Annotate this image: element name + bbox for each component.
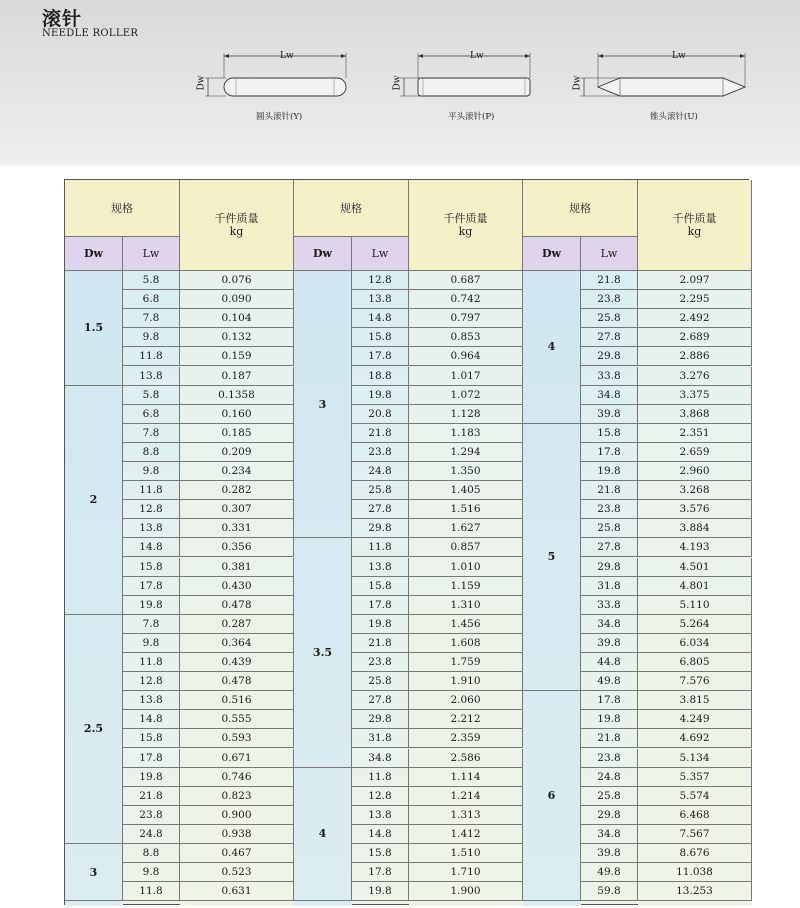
lw-value: 19.8: [123, 596, 180, 615]
lw-value: 31.8: [581, 577, 638, 596]
lw-value: 15.8: [352, 844, 409, 863]
mass-value: 0.746: [180, 768, 294, 787]
dw-header: Dw: [523, 237, 581, 271]
mass-value: 2.586: [409, 749, 523, 768]
dw-value: 1.5: [65, 271, 123, 386]
lw-value: 23.8: [581, 749, 638, 768]
lw-value: 29.8: [581, 558, 638, 577]
mass-value: 1.183: [409, 424, 523, 443]
mass-value: 5.110: [638, 596, 752, 615]
mass-value: 1.294: [409, 443, 523, 462]
mass-value: 1.608: [409, 634, 523, 653]
dw-header: Dw: [294, 237, 352, 271]
mass-value: 0.282: [180, 481, 294, 500]
mass-value: 1.627: [409, 519, 523, 538]
lw-value: 11.8: [352, 768, 409, 787]
dw-value: 3: [294, 271, 352, 538]
mass-value: 0.209: [180, 443, 294, 462]
dw-value: 3: [65, 844, 123, 901]
lw-value: 33.8: [581, 367, 638, 386]
lw-value: 19.8: [123, 768, 180, 787]
lw-value: 17.8: [123, 749, 180, 768]
mass-value: 6.468: [638, 806, 752, 825]
mass-value: 0.938: [180, 825, 294, 844]
lw-value: 21.8: [123, 787, 180, 806]
lw-value: 39.8: [581, 844, 638, 863]
mass-header-unit: kg: [687, 225, 702, 238]
lw-header: Lw: [581, 237, 638, 271]
lw-value: 34.8: [352, 749, 409, 768]
lw-value: 11.8: [123, 347, 180, 366]
lw-value: 34.8: [581, 615, 638, 634]
lw-value: 8.8: [123, 844, 180, 863]
dw-label: Dw: [572, 75, 583, 91]
dw-value: 4: [294, 768, 352, 902]
lw-value: 15.8: [581, 424, 638, 443]
lw-value: 17.8: [123, 577, 180, 596]
lw-value: 29.8: [581, 806, 638, 825]
lw-label: Lw: [672, 51, 686, 61]
lw-value: 23.8: [581, 290, 638, 309]
cone-end-roller-diagram: [570, 48, 750, 123]
mass-value: 7.567: [638, 825, 752, 844]
diagram-caption: 圆头滚针(Y): [256, 112, 303, 122]
lw-value: 13.8: [123, 519, 180, 538]
lw-value: 33.8: [581, 596, 638, 615]
mass-value: 0.090: [180, 290, 294, 309]
mass-value: 0.900: [180, 806, 294, 825]
mass-value: 4.801: [638, 577, 752, 596]
lw-value: 24.8: [123, 825, 180, 844]
mass-header-label: 千件质量: [214, 212, 259, 225]
mass-value: 0.671: [180, 749, 294, 768]
page-subtitle: NEEDLE ROLLER: [42, 28, 139, 39]
mass-value: 4.501: [638, 558, 752, 577]
mass-value: 0.430: [180, 577, 294, 596]
lw-value: 19.8: [352, 386, 409, 405]
mass-value: 3.268: [638, 481, 752, 500]
lw-value: 39.8: [581, 405, 638, 424]
dw-header: Dw: [65, 237, 123, 271]
lw-value: 13.8: [123, 691, 180, 710]
lw-value: 15.8: [352, 328, 409, 347]
lw-value: 19.8: [352, 882, 409, 901]
mass-value: 2.659: [638, 443, 752, 462]
mass-value: 0.185: [180, 424, 294, 443]
lw-header: Lw: [352, 237, 409, 271]
mass-value: 1.405: [409, 481, 523, 500]
lw-value: 9.8: [123, 328, 180, 347]
lw-value: 20.8: [352, 405, 409, 424]
mass-value: 1.010: [409, 558, 523, 577]
lw-value: 15.8: [123, 729, 180, 748]
mass-value: 0.593: [180, 729, 294, 748]
lw-value: 7.8: [123, 309, 180, 328]
mass-value: 1.350: [409, 462, 523, 481]
mass-value: 3.276: [638, 367, 752, 386]
mass-value: 2.097: [638, 271, 752, 290]
lw-value: 14.8: [352, 309, 409, 328]
lw-value: 8.8: [123, 443, 180, 462]
lw-value: 17.8: [352, 596, 409, 615]
lw-value: 9.8: [123, 863, 180, 882]
mass-value: 0.104: [180, 309, 294, 328]
lw-label: Lw: [470, 51, 484, 61]
mass-header: [180, 180, 294, 271]
lw-value: 13.8: [352, 290, 409, 309]
mass-value: 1.516: [409, 500, 523, 519]
mass-value: 1.456: [409, 615, 523, 634]
mass-value: 11.038: [638, 863, 752, 882]
mass-value: 1.017: [409, 367, 523, 386]
lw-value: 13.8: [352, 806, 409, 825]
mass-value: 0.823: [180, 787, 294, 806]
lw-value: 44.8: [581, 653, 638, 672]
mass-value: 1.900: [409, 882, 523, 901]
mass-value: 1.214: [409, 787, 523, 806]
lw-value: 6.8: [123, 290, 180, 309]
mass-value: 8.676: [638, 844, 752, 863]
mass-value: 1.128: [409, 405, 523, 424]
mass-header: [409, 180, 523, 271]
mass-value: 0.356: [180, 538, 294, 557]
lw-value: 21.8: [581, 271, 638, 290]
lw-value: 13.8: [123, 367, 180, 386]
spec-header: 规格: [523, 180, 638, 237]
mass-value: 7.576: [638, 672, 752, 691]
lw-value: 23.8: [123, 806, 180, 825]
mass-header-unit: kg: [458, 225, 473, 238]
mass-value: 0.159: [180, 347, 294, 366]
lw-value: 29.8: [352, 710, 409, 729]
mass-value: 0.555: [180, 710, 294, 729]
lw-value: 11.8: [123, 882, 180, 901]
lw-value: 21.8: [352, 634, 409, 653]
flat-end-roller-diagram: [390, 48, 540, 123]
lw-value: 39.8: [581, 634, 638, 653]
mass-value: 6.034: [638, 634, 752, 653]
lw-value: 19.8: [352, 615, 409, 634]
lw-value: 27.8: [581, 538, 638, 557]
lw-value: 12.8: [352, 787, 409, 806]
lw-value: 25.8: [581, 309, 638, 328]
lw-value: 31.8: [352, 729, 409, 748]
mass-value: 2.060: [409, 691, 523, 710]
lw-value: 24.8: [581, 768, 638, 787]
mass-header-unit: kg: [229, 225, 244, 238]
lw-value: 17.8: [352, 863, 409, 882]
lw-value: 9.8: [123, 462, 180, 481]
lw-value: 12.8: [352, 271, 409, 290]
mass-value: 0.160: [180, 405, 294, 424]
lw-value: 6.8: [123, 405, 180, 424]
mass-value: 5.574: [638, 787, 752, 806]
lw-value: 25.8: [352, 672, 409, 691]
lw-header: Lw: [123, 237, 180, 271]
mass-value: 2.886: [638, 347, 752, 366]
mass-value: 2.359: [409, 729, 523, 748]
mass-value: 0.797: [409, 309, 523, 328]
mass-value: 0.853: [409, 328, 523, 347]
lw-value: 29.8: [352, 519, 409, 538]
mass-header-label: 千件质量: [672, 212, 717, 225]
mass-value: 0.467: [180, 844, 294, 863]
dw-value: 2.5: [65, 615, 123, 844]
lw-value: 14.8: [352, 825, 409, 844]
lw-value: 34.8: [581, 825, 638, 844]
mass-value: 3.815: [638, 691, 752, 710]
mass-value: 1.510: [409, 844, 523, 863]
lw-value: 17.8: [581, 691, 638, 710]
mass-value: 4.249: [638, 710, 752, 729]
mass-value: 2.960: [638, 462, 752, 481]
mass-value: 0.364: [180, 634, 294, 653]
mass-value: 1.910: [409, 672, 523, 691]
mass-value: 1.114: [409, 768, 523, 787]
dw-label: Dw: [196, 75, 207, 91]
lw-value: 17.8: [581, 443, 638, 462]
mass-value: 1.072: [409, 386, 523, 405]
lw-label: Lw: [280, 51, 294, 61]
lw-value: 14.8: [123, 538, 180, 557]
mass-value: 13.253: [638, 882, 752, 901]
lw-value: 12.8: [123, 672, 180, 691]
lw-value: 49.8: [581, 863, 638, 882]
mass-value: 0.857: [409, 538, 523, 557]
lw-value: 5.8: [123, 386, 180, 405]
mass-value: 0.516: [180, 691, 294, 710]
mass-value: 0.687: [409, 271, 523, 290]
mass-value: 2.492: [638, 309, 752, 328]
mass-value: 6.805: [638, 653, 752, 672]
mass-value: 4.193: [638, 538, 752, 557]
spec-header: 规格: [65, 180, 180, 237]
lw-value: 23.8: [581, 500, 638, 519]
lw-value: 13.8: [352, 558, 409, 577]
lw-value: 27.8: [352, 500, 409, 519]
lw-value: 21.8: [352, 424, 409, 443]
mass-value: 2.295: [638, 290, 752, 309]
dw-value: 2: [65, 386, 123, 615]
mass-value: 1.159: [409, 577, 523, 596]
lw-value: 11.8: [123, 481, 180, 500]
mass-value: 0.478: [180, 596, 294, 615]
mass-value: 5.357: [638, 768, 752, 787]
page-title: 滚针: [42, 8, 83, 30]
lw-value: 21.8: [581, 729, 638, 748]
dw-value: 3.5: [294, 538, 352, 767]
lw-value: 7.8: [123, 424, 180, 443]
lw-value: 5.8: [123, 271, 180, 290]
lw-value: 17.8: [352, 347, 409, 366]
mass-value: 1.710: [409, 863, 523, 882]
lw-value: 15.8: [123, 558, 180, 577]
mass-value: 1.759: [409, 653, 523, 672]
mass-value: 3.868: [638, 405, 752, 424]
lw-value: 11.8: [123, 653, 180, 672]
mass-value: 0.478: [180, 672, 294, 691]
dw-label: Dw: [392, 75, 403, 91]
mass-value: 2.351: [638, 424, 752, 443]
lw-value: 7.8: [123, 615, 180, 634]
mass-value: 5.264: [638, 615, 752, 634]
mass-value: 0.439: [180, 653, 294, 672]
mass-value: 0.307: [180, 500, 294, 519]
mass-value: 3.884: [638, 519, 752, 538]
mass-value: 3.375: [638, 386, 752, 405]
lw-value: 19.8: [581, 462, 638, 481]
lw-value: 9.8: [123, 634, 180, 653]
lw-value: 14.8: [123, 710, 180, 729]
lw-value: 25.8: [581, 519, 638, 538]
spec-header: 规格: [294, 180, 409, 237]
lw-value: 49.8: [581, 672, 638, 691]
mass-header: [638, 180, 752, 271]
mass-value: 1.412: [409, 825, 523, 844]
mass-value: 3.576: [638, 500, 752, 519]
mass-value: 0.381: [180, 558, 294, 577]
mass-value: 0.187: [180, 367, 294, 386]
mass-header-label: 千件质量: [443, 212, 488, 225]
lw-value: 23.8: [352, 443, 409, 462]
mass-value: 0.076: [180, 271, 294, 290]
lw-value: 19.8: [581, 710, 638, 729]
lw-value: 25.8: [581, 787, 638, 806]
mass-value: 1.313: [409, 806, 523, 825]
mass-value: 1.310: [409, 596, 523, 615]
mass-value: 0.132: [180, 328, 294, 347]
mass-value: 2.689: [638, 328, 752, 347]
lw-value: 18.8: [352, 367, 409, 386]
lw-value: 24.8: [352, 462, 409, 481]
lw-value: 15.8: [352, 577, 409, 596]
lw-value: 21.8: [581, 481, 638, 500]
lw-value: 23.8: [352, 653, 409, 672]
lw-value: 59.8: [581, 882, 638, 901]
lw-value: 34.8: [581, 386, 638, 405]
lw-value: 27.8: [352, 691, 409, 710]
needle-roller-spec-table: [64, 179, 749, 905]
lw-value: 11.8: [352, 538, 409, 557]
lw-value: 25.8: [352, 481, 409, 500]
lw-value: 29.8: [581, 347, 638, 366]
lw-value: 27.8: [581, 328, 638, 347]
round-end-roller-diagram: [196, 48, 356, 123]
dw-value: 6: [523, 691, 581, 901]
mass-value: 0.287: [180, 615, 294, 634]
mass-value: 0.742: [409, 290, 523, 309]
mass-value: 0.1358: [180, 386, 294, 405]
dw-value: 5: [523, 424, 581, 691]
lw-value: 12.8: [123, 500, 180, 519]
dw-value: 4: [523, 271, 581, 424]
diagram-caption: 锥头滚针(U): [650, 112, 698, 122]
mass-value: 2.212: [409, 710, 523, 729]
mass-value: 0.523: [180, 863, 294, 882]
mass-value: 4.692: [638, 729, 752, 748]
mass-value: 0.331: [180, 519, 294, 538]
diagram-caption: 平头滚针(P): [448, 112, 495, 122]
mass-value: 0.234: [180, 462, 294, 481]
mass-value: 5.134: [638, 749, 752, 768]
mass-value: 0.964: [409, 347, 523, 366]
mass-value: 0.631: [180, 882, 294, 901]
